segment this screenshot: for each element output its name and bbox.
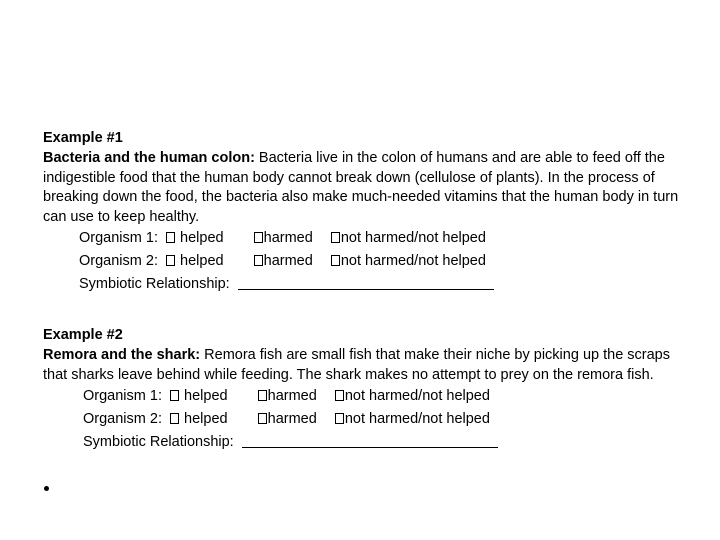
relationship-label: Symbiotic Relationship: (83, 434, 234, 450)
option-helped[interactable]: helped (166, 250, 224, 273)
relationship-row (43, 273, 693, 296)
organism-1-row (43, 227, 693, 250)
checkbox-icon[interactable] (331, 232, 340, 243)
checkbox-icon[interactable] (258, 413, 267, 424)
example-text: Remora fish are small fish that make their niche by picking up the scraps that sharks leave behind while feeding. The shark makes no attempt to prey on the remora fish. (43, 347, 670, 383)
option-neither[interactable]: not harmed/not helped (331, 227, 486, 250)
bullet-point (44, 486, 49, 491)
organism-2-row (43, 250, 693, 273)
option-helped[interactable]: helped (170, 408, 228, 431)
organism-label: Organism 1: (79, 230, 158, 246)
example-title: Bacteria and the human colon: (43, 150, 255, 166)
organism-2-row (43, 408, 693, 431)
option-helped[interactable]: helped (166, 227, 224, 250)
organism-label: Organism 1: (83, 388, 162, 404)
checkbox-icon[interactable] (170, 413, 179, 424)
relationship-row (43, 431, 693, 454)
checkbox-icon[interactable] (166, 232, 175, 243)
answer-blank[interactable] (238, 274, 494, 290)
example-description (43, 346, 693, 385)
option-harmed[interactable]: harmed (254, 227, 313, 250)
organism-1-row (43, 385, 693, 408)
checkbox-icon[interactable] (258, 390, 267, 401)
organism-label: Organism 2: (83, 411, 162, 427)
example-title: Remora and the shark: (43, 347, 201, 363)
option-neither[interactable]: not harmed/not helped (335, 408, 490, 431)
option-harmed[interactable]: harmed (254, 250, 313, 273)
checkbox-icon[interactable] (254, 232, 263, 243)
organism-label: Organism 2: (79, 253, 158, 269)
example-1 (43, 128, 693, 296)
relationship-label: Symbiotic Relationship: (79, 276, 230, 292)
checkbox-icon[interactable] (254, 255, 263, 266)
example-description (43, 149, 693, 227)
checkbox-icon[interactable] (331, 255, 340, 266)
answer-blank[interactable] (242, 432, 498, 448)
example-text: Bacteria live in the colon of humans and are able to feed off the indigestible food that the human body cannot break down (cellulose of plants). In the process of breaking down the food, the bacteria also make much-needed vitamins that the human body in turn can use to keep healthy. (43, 150, 679, 225)
example-heading: Example #2 (43, 327, 123, 343)
option-harmed[interactable]: harmed (258, 385, 317, 408)
checkbox-icon[interactable] (166, 255, 175, 266)
checkbox-icon[interactable] (335, 390, 344, 401)
checkbox-icon[interactable] (335, 413, 344, 424)
example-heading: Example #1 (43, 130, 123, 146)
option-neither[interactable]: not harmed/not helped (335, 385, 490, 408)
option-harmed[interactable]: harmed (258, 408, 317, 431)
checkbox-icon[interactable] (170, 390, 179, 401)
example-2 (43, 325, 693, 454)
option-helped[interactable]: helped (170, 385, 228, 408)
option-neither[interactable]: not harmed/not helped (331, 250, 486, 273)
